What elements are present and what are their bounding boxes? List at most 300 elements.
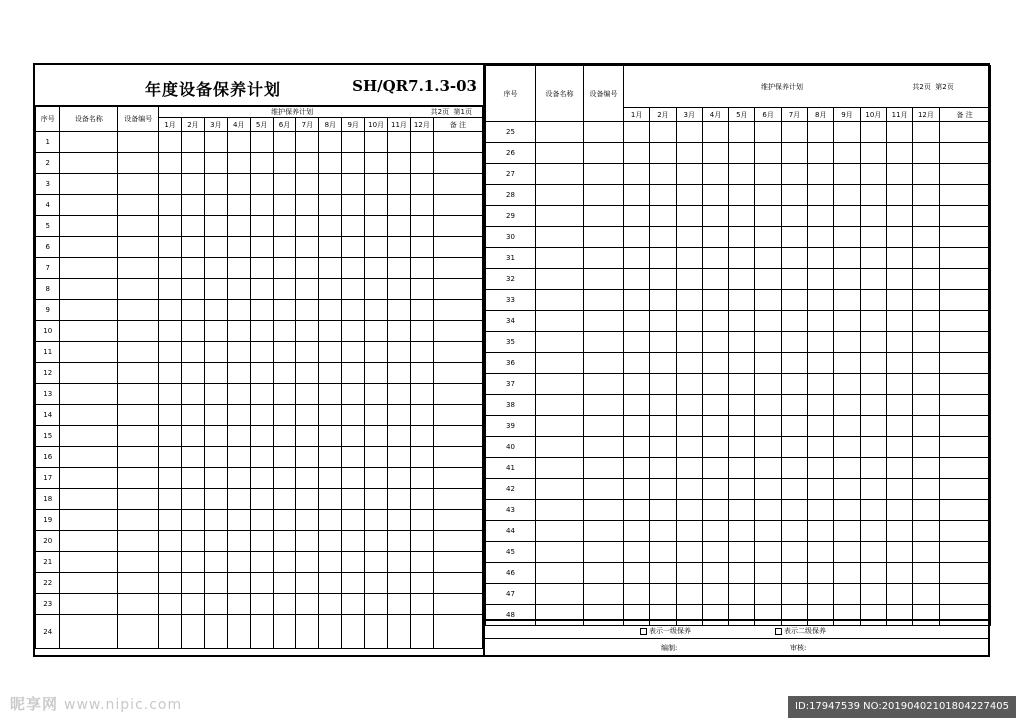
table-cell	[650, 248, 676, 269]
table-cell	[536, 416, 584, 437]
table-cell	[159, 489, 182, 510]
table-cell	[227, 174, 250, 195]
table-row	[36, 573, 483, 594]
table-cell	[227, 153, 250, 174]
table-cell	[584, 374, 624, 395]
legend-level-2-text: 表示二级保养	[784, 627, 826, 635]
table-cell	[939, 479, 990, 500]
table-cell	[365, 468, 388, 489]
table-cell	[886, 206, 912, 227]
table-cell	[204, 573, 227, 594]
table-row	[36, 468, 483, 489]
table-cell	[319, 384, 342, 405]
table-row	[36, 153, 483, 174]
table-cell	[365, 321, 388, 342]
table-cell	[702, 395, 728, 416]
table-cell	[118, 573, 159, 594]
table-cell	[624, 206, 650, 227]
table-cell	[118, 342, 159, 363]
row-number: 33	[486, 290, 536, 311]
table-cell	[182, 363, 205, 384]
table-cell	[702, 563, 728, 584]
table-cell	[60, 615, 118, 649]
table-cell	[250, 531, 273, 552]
table-cell	[319, 426, 342, 447]
table-cell	[536, 563, 584, 584]
table-cell	[319, 594, 342, 615]
table-cell	[342, 258, 365, 279]
table-cell	[388, 300, 411, 321]
table-row	[36, 342, 483, 363]
table-cell	[296, 384, 319, 405]
table-cell	[433, 321, 482, 342]
table-cell	[939, 206, 990, 227]
row-number: 30	[486, 227, 536, 248]
watermark-site: www.nipic.com	[64, 697, 183, 713]
row-number: 18	[36, 489, 60, 510]
table-cell	[650, 122, 676, 143]
table-cell	[273, 195, 296, 216]
row-number: 26	[486, 143, 536, 164]
table-cell	[913, 311, 939, 332]
table-cell	[388, 468, 411, 489]
table-cell	[808, 458, 834, 479]
table-cell	[182, 216, 205, 237]
table-row	[486, 521, 991, 542]
table-cell	[781, 479, 807, 500]
table-cell	[60, 237, 118, 258]
table-cell	[365, 132, 388, 153]
table-cell	[388, 405, 411, 426]
table-cell	[250, 447, 273, 468]
table-cell	[250, 279, 273, 300]
page-info: 共2页 第2页	[912, 83, 954, 91]
table-cell	[296, 468, 319, 489]
document-title: 年度设备保养计划	[145, 80, 282, 99]
table-cell	[886, 332, 912, 353]
table-cell	[834, 311, 860, 332]
table-cell	[60, 300, 118, 321]
table-row	[486, 143, 991, 164]
table-cell	[182, 195, 205, 216]
table-cell	[273, 573, 296, 594]
table-cell	[433, 615, 482, 649]
table-cell	[939, 227, 990, 248]
table-cell	[650, 227, 676, 248]
title-row	[35, 65, 483, 107]
table-cell	[182, 405, 205, 426]
table-cell	[250, 153, 273, 174]
table-cell	[536, 290, 584, 311]
table-cell	[388, 174, 411, 195]
table-cell	[159, 384, 182, 405]
table-cell	[60, 153, 118, 174]
table-cell	[388, 531, 411, 552]
table-cell	[624, 290, 650, 311]
table-row	[486, 185, 991, 206]
table-cell	[536, 479, 584, 500]
table-cell	[536, 458, 584, 479]
table-cell	[388, 258, 411, 279]
table-cell	[159, 531, 182, 552]
table-cell	[250, 405, 273, 426]
table-cell	[60, 573, 118, 594]
table-cell	[781, 542, 807, 563]
legend-row	[485, 619, 990, 639]
table-row	[36, 552, 483, 573]
table-cell	[410, 489, 433, 510]
table-row	[486, 206, 991, 227]
table-cell	[388, 489, 411, 510]
table-cell	[273, 321, 296, 342]
table-cell	[860, 122, 886, 143]
table-cell	[939, 143, 990, 164]
table-cell	[860, 374, 886, 395]
table-cell	[781, 227, 807, 248]
right-page	[485, 65, 990, 655]
table-cell	[755, 374, 781, 395]
row-number: 7	[36, 258, 60, 279]
table-cell	[584, 563, 624, 584]
table-cell	[939, 437, 990, 458]
table-cell	[159, 195, 182, 216]
table-cell	[433, 153, 482, 174]
table-cell	[204, 510, 227, 531]
table-cell	[319, 363, 342, 384]
table-cell	[729, 290, 755, 311]
header-month: 11月	[886, 108, 912, 122]
row-number: 14	[36, 405, 60, 426]
table-cell	[204, 132, 227, 153]
table-cell	[536, 500, 584, 521]
table-cell	[182, 132, 205, 153]
table-cell	[250, 615, 273, 649]
table-cell	[118, 132, 159, 153]
table-cell	[650, 269, 676, 290]
table-cell	[536, 248, 584, 269]
table-cell	[886, 290, 912, 311]
header-month: 12月	[913, 108, 939, 122]
table-cell	[296, 594, 319, 615]
table-cell	[342, 447, 365, 468]
table-cell	[913, 332, 939, 353]
table-cell	[624, 542, 650, 563]
table-cell	[834, 416, 860, 437]
table-cell	[433, 237, 482, 258]
row-number: 8	[36, 279, 60, 300]
table-cell	[702, 416, 728, 437]
table-cell	[781, 311, 807, 332]
table-cell	[913, 521, 939, 542]
page-info: 共2页 第1页	[430, 108, 472, 116]
table-cell	[702, 122, 728, 143]
table-cell	[939, 248, 990, 269]
table-cell	[433, 279, 482, 300]
table-row	[486, 584, 991, 605]
table-cell	[296, 132, 319, 153]
table-cell	[118, 363, 159, 384]
table-cell	[624, 458, 650, 479]
table-cell	[410, 531, 433, 552]
table-cell	[536, 332, 584, 353]
table-cell	[808, 143, 834, 164]
table-cell	[834, 479, 860, 500]
table-cell	[676, 164, 702, 185]
table-cell	[273, 300, 296, 321]
table-cell	[781, 458, 807, 479]
table-cell	[319, 615, 342, 649]
header-no: 序号	[486, 66, 536, 122]
table-cell	[410, 384, 433, 405]
table-cell	[650, 458, 676, 479]
table-cell	[296, 363, 319, 384]
table-cell	[886, 500, 912, 521]
table-cell	[433, 510, 482, 531]
table-cell	[624, 563, 650, 584]
table-cell	[296, 300, 319, 321]
header-month: 1月	[624, 108, 650, 122]
table-cell	[939, 542, 990, 563]
table-cell	[860, 185, 886, 206]
table-cell	[273, 531, 296, 552]
table-cell	[755, 500, 781, 521]
table-cell	[296, 279, 319, 300]
prepared-by-label: 编制:	[661, 644, 678, 652]
table-cell	[834, 185, 860, 206]
table-cell	[365, 195, 388, 216]
table-cell	[204, 237, 227, 258]
table-cell	[433, 300, 482, 321]
table-cell	[676, 206, 702, 227]
table-cell	[159, 594, 182, 615]
watermark-brand-text: 昵享网	[10, 695, 59, 713]
table-cell	[702, 143, 728, 164]
row-number: 42	[486, 479, 536, 500]
table-cell	[204, 489, 227, 510]
row-number: 41	[486, 458, 536, 479]
table-cell	[227, 237, 250, 258]
header-plan	[159, 106, 483, 118]
header-month: 12月	[410, 118, 433, 132]
table-cell	[624, 353, 650, 374]
table-cell	[536, 437, 584, 458]
table-cell	[227, 279, 250, 300]
table-cell	[676, 437, 702, 458]
header-plan	[624, 66, 991, 108]
table-cell	[250, 237, 273, 258]
table-cell	[159, 321, 182, 342]
table-cell	[433, 258, 482, 279]
table-cell	[834, 542, 860, 563]
table-cell	[676, 143, 702, 164]
row-number: 27	[486, 164, 536, 185]
table-cell	[808, 269, 834, 290]
row-number: 39	[486, 416, 536, 437]
table-cell	[365, 153, 388, 174]
table-cell	[781, 521, 807, 542]
row-number: 38	[486, 395, 536, 416]
row-number: 11	[36, 342, 60, 363]
table-cell	[204, 594, 227, 615]
table-cell	[650, 185, 676, 206]
table-cell	[182, 300, 205, 321]
table-cell	[755, 311, 781, 332]
table-cell	[410, 594, 433, 615]
table-cell	[755, 521, 781, 542]
table-cell	[204, 342, 227, 363]
table-cell	[676, 311, 702, 332]
table-cell	[118, 615, 159, 649]
table-cell	[227, 510, 250, 531]
table-cell	[781, 437, 807, 458]
table-cell	[939, 500, 990, 521]
table-cell	[650, 584, 676, 605]
table-cell	[204, 405, 227, 426]
table-cell	[365, 405, 388, 426]
table-cell	[365, 216, 388, 237]
table-cell	[729, 563, 755, 584]
table-cell	[60, 342, 118, 363]
approved-by-label: 审核:	[790, 644, 807, 652]
table-cell	[729, 332, 755, 353]
table-cell	[939, 332, 990, 353]
table-cell	[388, 195, 411, 216]
table-cell	[273, 426, 296, 447]
row-number: 28	[486, 185, 536, 206]
table-cell	[182, 153, 205, 174]
row-number: 34	[486, 311, 536, 332]
table-cell	[250, 552, 273, 573]
table-cell	[624, 311, 650, 332]
table-row	[486, 227, 991, 248]
table-cell	[319, 321, 342, 342]
table-cell	[650, 500, 676, 521]
table-cell	[860, 584, 886, 605]
table-row	[36, 216, 483, 237]
table-cell	[319, 447, 342, 468]
table-cell	[781, 563, 807, 584]
table-cell	[60, 594, 118, 615]
table-cell	[808, 227, 834, 248]
table-cell	[250, 174, 273, 195]
table-cell	[939, 458, 990, 479]
table-cell	[702, 353, 728, 374]
table-cell	[584, 542, 624, 563]
table-cell	[182, 174, 205, 195]
table-cell	[676, 122, 702, 143]
table-cell	[584, 458, 624, 479]
table-cell	[676, 353, 702, 374]
table-cell	[781, 248, 807, 269]
header-month: 7月	[781, 108, 807, 122]
table-cell	[676, 416, 702, 437]
table-cell	[60, 447, 118, 468]
table-cell	[204, 447, 227, 468]
table-cell	[159, 258, 182, 279]
table-cell	[808, 395, 834, 416]
table-cell	[182, 552, 205, 573]
table-cell	[939, 164, 990, 185]
row-number: 44	[486, 521, 536, 542]
table-cell	[913, 584, 939, 605]
table-cell	[388, 615, 411, 649]
table-cell	[342, 573, 365, 594]
table-cell	[834, 143, 860, 164]
table-cell	[365, 279, 388, 300]
table-cell	[808, 479, 834, 500]
header-month: 5月	[250, 118, 273, 132]
table-cell	[159, 573, 182, 594]
table-cell	[834, 227, 860, 248]
table-cell	[159, 447, 182, 468]
table-cell	[250, 363, 273, 384]
row-number: 22	[36, 573, 60, 594]
table-cell	[886, 374, 912, 395]
table-cell	[159, 405, 182, 426]
table-cell	[273, 153, 296, 174]
table-cell	[650, 416, 676, 437]
table-cell	[860, 206, 886, 227]
table-cell	[536, 164, 584, 185]
table-cell	[860, 353, 886, 374]
table-cell	[159, 342, 182, 363]
table-cell	[365, 615, 388, 649]
table-cell	[388, 447, 411, 468]
table-cell	[729, 458, 755, 479]
table-cell	[584, 122, 624, 143]
table-cell	[860, 437, 886, 458]
table-cell	[584, 500, 624, 521]
table-row	[36, 195, 483, 216]
table-cell	[227, 363, 250, 384]
table-cell	[433, 552, 482, 573]
row-number: 20	[36, 531, 60, 552]
plan-header-text: 维护保养计划	[761, 83, 803, 91]
table-cell	[584, 269, 624, 290]
table-cell	[624, 332, 650, 353]
table-row	[36, 531, 483, 552]
table-cell	[702, 458, 728, 479]
table-row	[36, 405, 483, 426]
table-cell	[319, 405, 342, 426]
square-icon	[640, 628, 647, 635]
table-cell	[624, 395, 650, 416]
table-cell	[410, 300, 433, 321]
table-cell	[410, 258, 433, 279]
table-cell	[250, 426, 273, 447]
table-cell	[536, 542, 584, 563]
table-cell	[860, 458, 886, 479]
table-cell	[584, 206, 624, 227]
table-cell	[60, 216, 118, 237]
table-cell	[60, 405, 118, 426]
row-number: 10	[36, 321, 60, 342]
table-cell	[410, 132, 433, 153]
table-cell	[204, 300, 227, 321]
table-cell	[834, 164, 860, 185]
table-cell	[808, 563, 834, 584]
table-cell	[342, 342, 365, 363]
table-row	[486, 269, 991, 290]
table-cell	[60, 195, 118, 216]
table-cell	[433, 342, 482, 363]
table-row	[36, 384, 483, 405]
table-cell	[182, 258, 205, 279]
table-cell	[886, 311, 912, 332]
table-cell	[702, 311, 728, 332]
table-cell	[860, 143, 886, 164]
header-equipment-number: 设备编号	[584, 66, 624, 122]
